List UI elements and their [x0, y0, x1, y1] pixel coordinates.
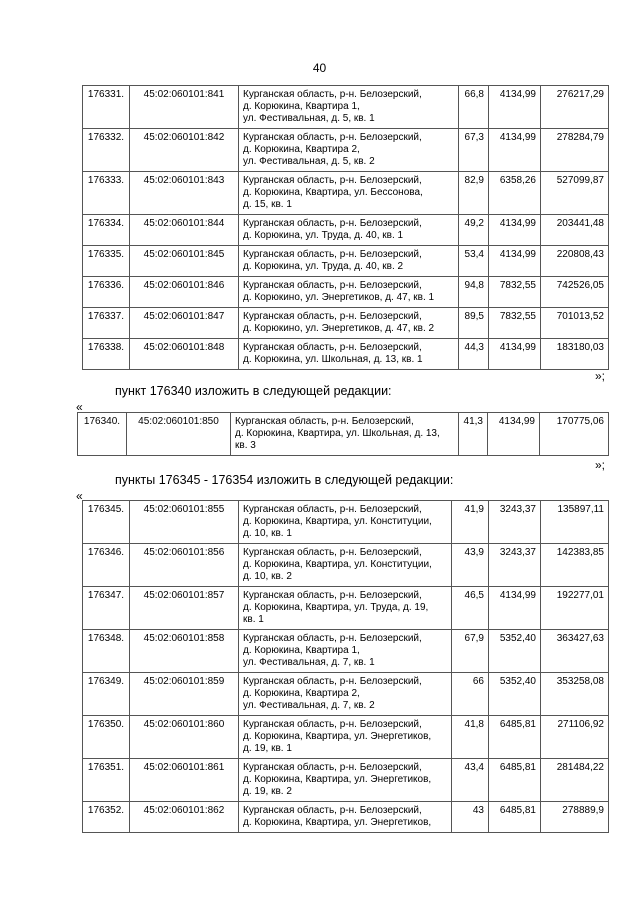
- cadastral-number-cell: 45:02:060101:856: [130, 544, 239, 587]
- area-cell: 82,9: [459, 172, 489, 215]
- address-cell: Курганская область, р-н. Белозерский, д. Корюкина, Квартира, ул. Конституции, д. 10, кв. 2: [239, 544, 452, 587]
- row-number-cell: 176346.: [83, 544, 130, 587]
- property-table-1: [82, 85, 609, 370]
- address-cell: Курганская область, р-н. Белозерский, д. Корюкина, Квартира, ул. Школьная, д. 13, кв. 3: [231, 413, 459, 456]
- cadastral-number-cell: 45:02:060101:861: [130, 759, 239, 802]
- total-value-cell: 278889,9: [541, 802, 609, 833]
- unit-price-cell: 4134,99: [489, 587, 541, 630]
- unit-price-cell: 5352,40: [489, 673, 541, 716]
- address-cell: Курганская область, р-н. Белозерский, д. Корюкина, ул. Труда, д. 40, кв. 1: [239, 215, 459, 246]
- row-number-cell: 176331.: [83, 86, 130, 129]
- row-number-cell: 176349.: [83, 673, 130, 716]
- cadastral-number-cell: 45:02:060101:845: [130, 246, 239, 277]
- address-cell: Курганская область, р-н. Белозерский, д. Корюкина, Квартира, ул. Энергетиков, д. 19, кв. 1: [239, 716, 452, 759]
- total-value-cell: 220808,43: [541, 246, 609, 277]
- table-row: [83, 308, 609, 339]
- table-row: [83, 587, 609, 630]
- area-cell: 43: [452, 802, 489, 833]
- table-row: [83, 86, 609, 129]
- total-value-cell: 142383,85: [541, 544, 609, 587]
- address-cell: Курганская область, р-н. Белозерский, д. Корюкина, Квартира 2, ул. Фестивальная, д. 5, кв. 2: [239, 129, 459, 172]
- cadastral-number-cell: 45:02:060101:855: [130, 501, 239, 544]
- row-number-cell: 176352.: [83, 802, 130, 833]
- cadastral-number-cell: 45:02:060101:858: [130, 630, 239, 673]
- row-number-cell: 176335.: [83, 246, 130, 277]
- table-row: [83, 759, 609, 802]
- unit-price-cell: 4134,99: [489, 215, 541, 246]
- unit-price-cell: 4134,99: [489, 86, 541, 129]
- unit-price-cell: 4134,99: [488, 413, 540, 456]
- row-number-cell: 176345.: [83, 501, 130, 544]
- total-value-cell: 271106,92: [541, 716, 609, 759]
- area-cell: 41,8: [452, 716, 489, 759]
- unit-price-cell: 6485,81: [489, 716, 541, 759]
- row-number-cell: 176337.: [83, 308, 130, 339]
- table-row: [83, 501, 609, 544]
- address-cell: Курганская область, р-н. Белозерский, д. Корюкина, Квартира, ул. Труда, д. 19, кв. 1: [239, 587, 452, 630]
- area-cell: 44,3: [459, 339, 489, 370]
- address-cell: Курганская область, р-н. Белозерский, д. Корюкина, Квартира 1, ул. Фестивальная, д. 5, кв. 1: [239, 86, 459, 129]
- total-value-cell: 170775,06: [540, 413, 609, 456]
- total-value-cell: 276217,29: [541, 86, 609, 129]
- unit-price-cell: 5352,40: [489, 630, 541, 673]
- cadastral-number-cell: 45:02:060101:842: [130, 129, 239, 172]
- area-cell: 43,9: [452, 544, 489, 587]
- cadastral-number-cell: 45:02:060101:841: [130, 86, 239, 129]
- row-number-cell: 176336.: [83, 277, 130, 308]
- unit-price-cell: 7832,55: [489, 277, 541, 308]
- cadastral-number-cell: 45:02:060101:860: [130, 716, 239, 759]
- total-value-cell: 527099,87: [541, 172, 609, 215]
- table-1-body: [83, 86, 609, 370]
- area-cell: 43,4: [452, 759, 489, 802]
- row-number-cell: 176350.: [83, 716, 130, 759]
- total-value-cell: 278284,79: [541, 129, 609, 172]
- address-cell: Курганская область, р-н. Белозерский, д. Корюкина, ул. Труда, д. 40, кв. 2: [239, 246, 459, 277]
- table-3-body: [83, 501, 609, 833]
- unit-price-cell: 3243,37: [489, 501, 541, 544]
- row-number-cell: 176351.: [83, 759, 130, 802]
- cadastral-number-cell: 45:02:060101:857: [130, 587, 239, 630]
- row-number-cell: 176348.: [83, 630, 130, 673]
- total-value-cell: 203441,48: [541, 215, 609, 246]
- address-cell: Курганская область, р-н. Белозерский, д. Корюкина, Квартира, ул. Конституции, д. 10, кв. 1: [239, 501, 452, 544]
- unit-price-cell: 3243,37: [489, 544, 541, 587]
- total-value-cell: 701013,52: [541, 308, 609, 339]
- cadastral-number-cell: 45:02:060101:846: [130, 277, 239, 308]
- page-number: 40: [312, 61, 327, 75]
- unit-price-cell: 6485,81: [489, 802, 541, 833]
- table-row: [83, 277, 609, 308]
- total-value-cell: 363427,63: [541, 630, 609, 673]
- table-row: [83, 673, 609, 716]
- table-row: [83, 802, 609, 833]
- cadastral-number-cell: 45:02:060101:843: [130, 172, 239, 215]
- address-cell: Курганская область, р-н. Белозерский, д. Корюкина, Квартира, ул. Бессонова, д. 15, кв. 1: [239, 172, 459, 215]
- table-row: [83, 716, 609, 759]
- address-cell: Курганская область, р-н. Белозерский, д. Корюкина, Квартира 2, ул. Фестивальная, д. 7, кв. 2: [239, 673, 452, 716]
- total-value-cell: 183180,03: [541, 339, 609, 370]
- opening-quote: «: [76, 489, 83, 503]
- unit-price-cell: 6485,81: [489, 759, 541, 802]
- table-2-body: [78, 413, 609, 456]
- address-cell: Курганская область, р-н. Белозерский, д. Корюкина, ул. Школьная, д. 13, кв. 1: [239, 339, 459, 370]
- cadastral-number-cell: 45:02:060101:859: [130, 673, 239, 716]
- address-cell: Курганская область, р-н. Белозерский, д. Корюкина, Квартира, ул. Энергетиков,: [239, 802, 452, 833]
- area-cell: 67,9: [452, 630, 489, 673]
- row-number-cell: 176340.: [78, 413, 127, 456]
- table-row: [83, 215, 609, 246]
- unit-price-cell: 4134,99: [489, 339, 541, 370]
- row-number-cell: 176333.: [83, 172, 130, 215]
- total-value-cell: 135897,11: [541, 501, 609, 544]
- total-value-cell: 742526,05: [541, 277, 609, 308]
- unit-price-cell: 4134,99: [489, 129, 541, 172]
- property-table-3: [82, 500, 609, 833]
- area-cell: 41,3: [459, 413, 488, 456]
- row-number-cell: 176332.: [83, 129, 130, 172]
- area-cell: 66,8: [459, 86, 489, 129]
- cadastral-number-cell: 45:02:060101:847: [130, 308, 239, 339]
- table-row: [83, 172, 609, 215]
- closing-quote: »;: [594, 369, 605, 383]
- unit-price-cell: 4134,99: [489, 246, 541, 277]
- row-number-cell: 176347.: [83, 587, 130, 630]
- cadastral-number-cell: 45:02:060101:862: [130, 802, 239, 833]
- total-value-cell: 192277,01: [541, 587, 609, 630]
- table-row: [78, 413, 609, 456]
- table-row: [83, 129, 609, 172]
- opening-quote: «: [76, 400, 83, 414]
- cadastral-number-cell: 45:02:060101:848: [130, 339, 239, 370]
- area-cell: 41,9: [452, 501, 489, 544]
- address-cell: Курганская область, р-н. Белозерский, д. Корюкино, ул. Энергетиков, д. 47, кв. 1: [239, 277, 459, 308]
- area-cell: 53,4: [459, 246, 489, 277]
- table-row: [83, 246, 609, 277]
- cadastral-number-cell: 45:02:060101:850: [127, 413, 231, 456]
- table-row: [83, 544, 609, 587]
- unit-price-cell: 7832,55: [489, 308, 541, 339]
- table-row: [83, 630, 609, 673]
- amendment-instruction: пункты 176345 - 176354 изложить в следующей редакции:: [115, 473, 454, 487]
- address-cell: Курганская область, р-н. Белозерский, д. Корюкина, Квартира, ул. Энергетиков, д. 19, кв. 2: [239, 759, 452, 802]
- address-cell: Курганская область, р-н. Белозерский, д. Корюкина, Квартира 1, ул. Фестивальная, д. 7, кв. 1: [239, 630, 452, 673]
- area-cell: 94,8: [459, 277, 489, 308]
- row-number-cell: 176334.: [83, 215, 130, 246]
- address-cell: Курганская область, р-н. Белозерский, д. Корюкино, ул. Энергетиков, д. 47, кв. 2: [239, 308, 459, 339]
- area-cell: 89,5: [459, 308, 489, 339]
- table-row: [83, 339, 609, 370]
- area-cell: 67,3: [459, 129, 489, 172]
- area-cell: 49,2: [459, 215, 489, 246]
- total-value-cell: 281484,22: [541, 759, 609, 802]
- amendment-instruction: пункт 176340 изложить в следующей редакции:: [115, 384, 392, 398]
- property-table-2: [77, 412, 609, 456]
- cadastral-number-cell: 45:02:060101:844: [130, 215, 239, 246]
- area-cell: 66: [452, 673, 489, 716]
- row-number-cell: 176338.: [83, 339, 130, 370]
- total-value-cell: 353258,08: [541, 673, 609, 716]
- closing-quote: »;: [594, 458, 605, 472]
- unit-price-cell: 6358,26: [489, 172, 541, 215]
- area-cell: 46,5: [452, 587, 489, 630]
